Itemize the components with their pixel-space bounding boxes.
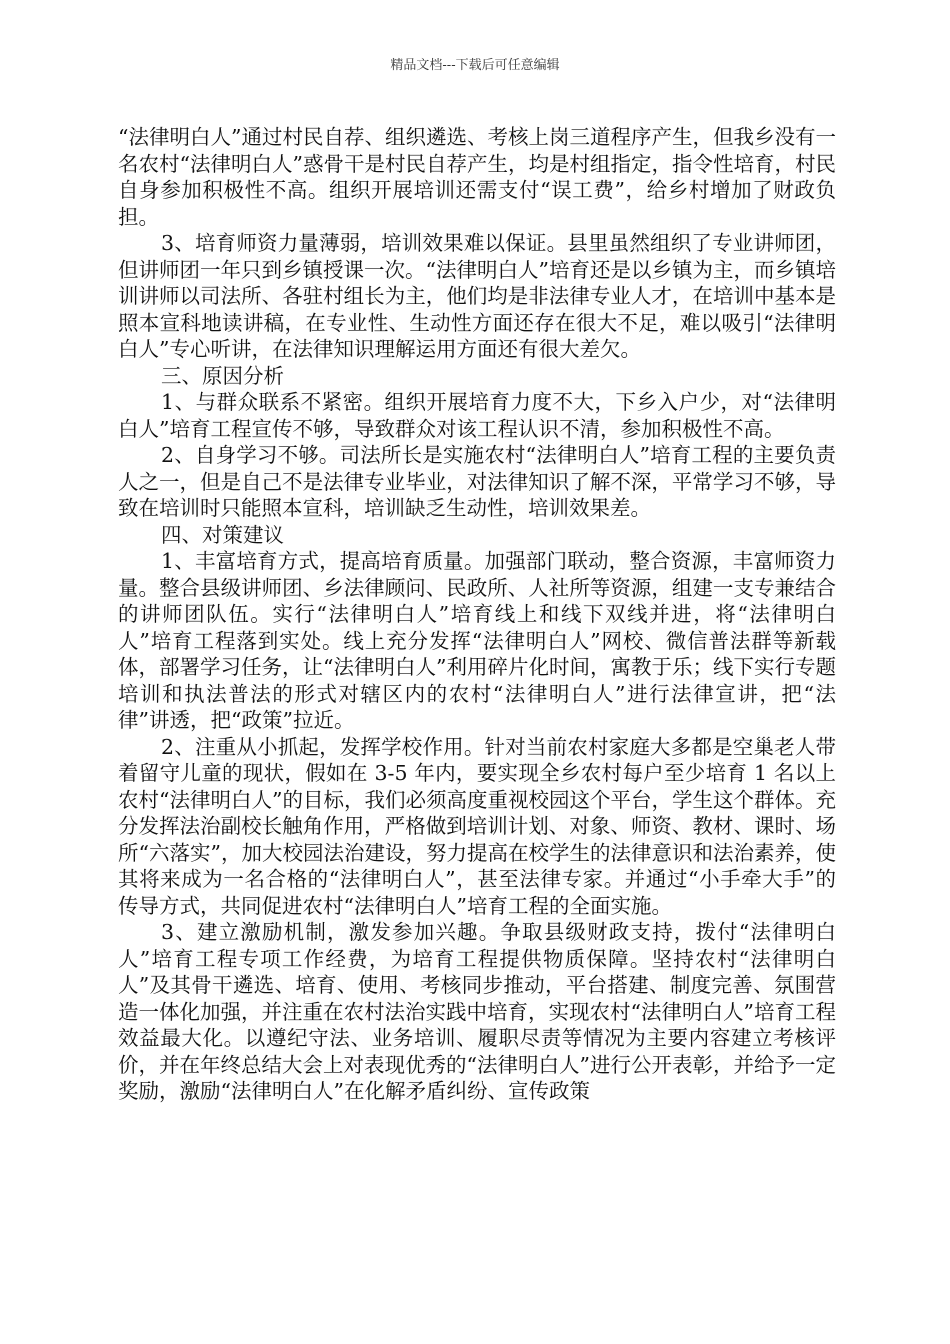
paragraph-suggestion-3: 3、建立激励机制，激发参加兴趣。争取县级财政支持，拨付“法律明白人”培育工程专项工作经费，为培育工程提供物质保障。坚持农村“法律明白人”及其骨干遴选、培育、使用、考核同步推动，平台搭建、制度完善、氛围营造一体化加强，并注重在农村法治实践中培育，实现农村“法律明白人”培育工程效益最大化。以遵纪守法、业务培训、履职尽责等情况为主要内容建立考核评价，并在年终总结大会上对表现优秀的“法律明白人”进行公开表彰，并给予一定奖励，激励“法律明白人”在化解矛盾纠纷、宣传政策: [118, 920, 836, 1103]
paragraph-cause-2: 2、自身学习不够。司法所长是实施农村“法律明白人”培育工程的主要负责人之一，但是自己不是法律专业毕业，对法律知识了解不深，平常学习不够，导致在培训时只能照本宣科，培训缺乏生动性，培训效果差。: [118, 443, 836, 520]
paragraph-continuation: “法律明白人”通过村民自荐、组织遴选、考核上岗三道程序产生，但我乡没有一名农村“法律明白人”惑骨干是村民自荐产生，均是村组指定，指令性培育，村民自身参加积极性不高。组织开展培训还需支付“误工费”，给乡村增加了财政负担。: [118, 125, 836, 229]
paragraph-cause-1: 1、与群众联系不紧密。组织开展培育力度不大，下乡入户少，对“法律明白人”培育工程宣传不够，导致群众对该工程认识不清，参加积极性不高。: [118, 390, 836, 441]
page-header: 精品文档---下载后可任意编辑: [390, 58, 560, 73]
document-body: [118, 124, 836, 1105]
paragraph-point-3: 3、培育师资力量薄弱，培训效果难以保证。县里虽然组织了专业讲师团，但讲师团一年只到乡镇授课一次。“法律明白人”培育还是以乡镇为主，而乡镇培训讲师以司法所、各驻村组长为主，他们均是非法律专业人才，在培训中基本是照本宣科地读讲稿，在专业性、生动性方面还存在很大不足，难以吸引“法律明白人”专心听讲，在法律知识理解运用方面还有很大差欠。: [118, 231, 836, 361]
section-heading-cause-analysis: 三、原因分析: [161, 363, 285, 388]
paragraph-suggestion-1: 1、丰富培育方式，提高培育质量。加强部门联动，整合资源，丰富师资力量。整合县级讲师团、乡法律顾问、民政所、人社所等资源，组建一支专兼结合的讲师团队伍。实行“法律明白人”培育线上和线下双线并进，将“法律明白人”培育工程落到实处。线上充分发挥“法律明白人”网校、微信普法群等新载体，部署学习任务，让“法律明白人”利用碎片化时间，寓教于乐；线下实行专题培训和执法普法的形式对辖区内的农村“法律明白人”进行法律宣讲，把“法律”讲透，把“政策”拉近。: [118, 549, 836, 732]
section-heading-suggestions: 四、对策建议: [161, 522, 285, 547]
paragraph-suggestion-2: 2、注重从小抓起，发挥学校作用。针对当前农村家庭大多都是空巢老人带着留守儿童的现状，假如在 3-5 年内，要实现全乡农村每户至少培育 1 名以上农村“法律明白人”的目标，我们必须高度重视校园这个平台，学生这个群体。充分发挥法治副校长触角作用，严格做到培训计划、对象、师资、教材、课时、场所“六落实”，加大校园法治建设，努力提高在校学生的法律意识和法治素养，使其将来成为一名合格的“法律明白人”，甚至法律专家。并通过“小手牵大手”的传导方式，共同促进农村“法律明白人”培育工程的全面实施。: [118, 734, 836, 918]
